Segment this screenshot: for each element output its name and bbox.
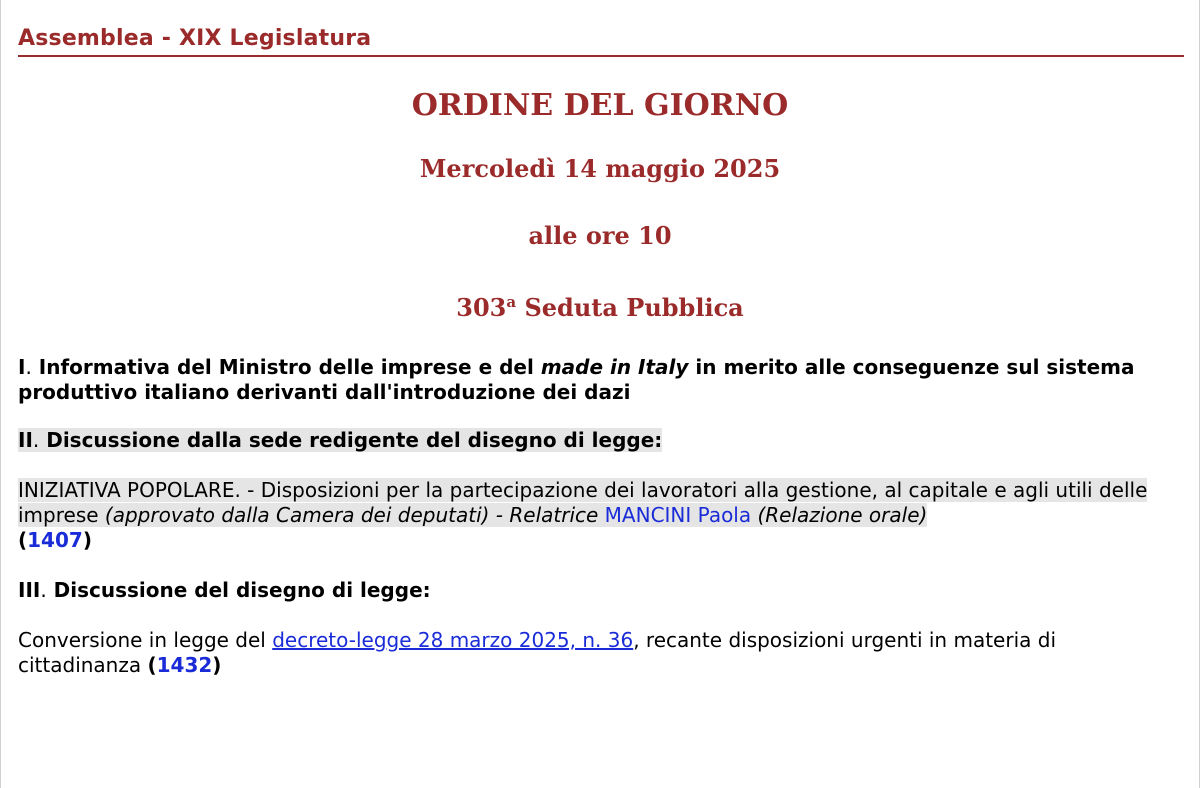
item-1-roman: I bbox=[18, 355, 26, 379]
session-superscript: a bbox=[506, 293, 517, 311]
item-1-italic: made in Italy bbox=[540, 355, 689, 379]
agenda-time: alle ore 10 bbox=[528, 221, 672, 250]
item-3-text-after: , recante disposizioni urgenti in materia di cittadinanza bbox=[18, 628, 1056, 677]
agenda-date: Mercoledì 14 maggio 2025 bbox=[419, 154, 781, 183]
item-2-heading-highlight bbox=[18, 428, 662, 452]
decree-law-link[interactable]: decreto-legge 28 marzo 2025, n. 36 bbox=[272, 628, 634, 652]
item-2-open-paren: ( bbox=[18, 528, 28, 552]
page-header bbox=[18, 26, 1184, 57]
agenda-item-2-bill bbox=[18, 478, 1184, 553]
item-2-roman: II bbox=[18, 428, 33, 452]
item-3-open-paren: ( bbox=[147, 653, 157, 677]
agenda-item-3-heading bbox=[18, 578, 1184, 603]
item-3-dot: . bbox=[40, 578, 47, 602]
agenda-item-2-heading bbox=[18, 428, 1184, 453]
item-3-close-paren: ) bbox=[212, 653, 222, 677]
item-2-bill-text: INIZIATIVA POPOLARE. - Disposizioni per la partecipazione dei lavoratori alla gestione, al capitale e agli utili delle imprese bbox=[18, 478, 1148, 527]
item-2-bill-italic: (approvato dalla Camera dei deputati) - Relatrice bbox=[104, 503, 605, 527]
item-2-close-paren: ) bbox=[82, 528, 92, 552]
item-1-dot: . bbox=[25, 355, 32, 379]
item-1-space bbox=[32, 355, 39, 379]
item-3-space bbox=[47, 578, 54, 602]
item-2-bill-highlight bbox=[18, 478, 1147, 527]
agenda-title: ORDINE DEL GIORNO bbox=[411, 88, 789, 123]
session-label: Seduta Pubblica bbox=[524, 293, 744, 322]
item-2-report-italic: (Relazione orale) bbox=[751, 503, 928, 527]
item-3-roman: III bbox=[18, 578, 41, 602]
bill-number-1407-link[interactable]: 1407 bbox=[27, 528, 83, 552]
item-3-text-before: Conversione in legge del bbox=[18, 628, 273, 652]
item-2-heading: Discussione dalla sede redigente del disegno di legge: bbox=[46, 428, 663, 452]
session-heading bbox=[0, 293, 1200, 322]
item-2-dot: . bbox=[32, 428, 40, 452]
assembly-title: Assemblea - XIX Legislatura bbox=[18, 26, 372, 51]
item-3-heading: Discussione del disegno di legge: bbox=[53, 578, 431, 602]
session-number: 303 bbox=[456, 293, 507, 322]
item-1-text-after: in merito alle conseguenze sul sistema produttivo italiano derivanti dall'introduzione dei dazi bbox=[18, 355, 1135, 404]
agenda-item-3-bill bbox=[18, 628, 1184, 678]
agenda-item-1 bbox=[18, 355, 1184, 405]
rapporteur-link[interactable]: MANCINI Paola bbox=[604, 503, 752, 527]
item-1-text: Informativa del Ministro delle imprese e del bbox=[38, 355, 541, 379]
bill-number-1432-link[interactable]: 1432 bbox=[156, 653, 213, 677]
